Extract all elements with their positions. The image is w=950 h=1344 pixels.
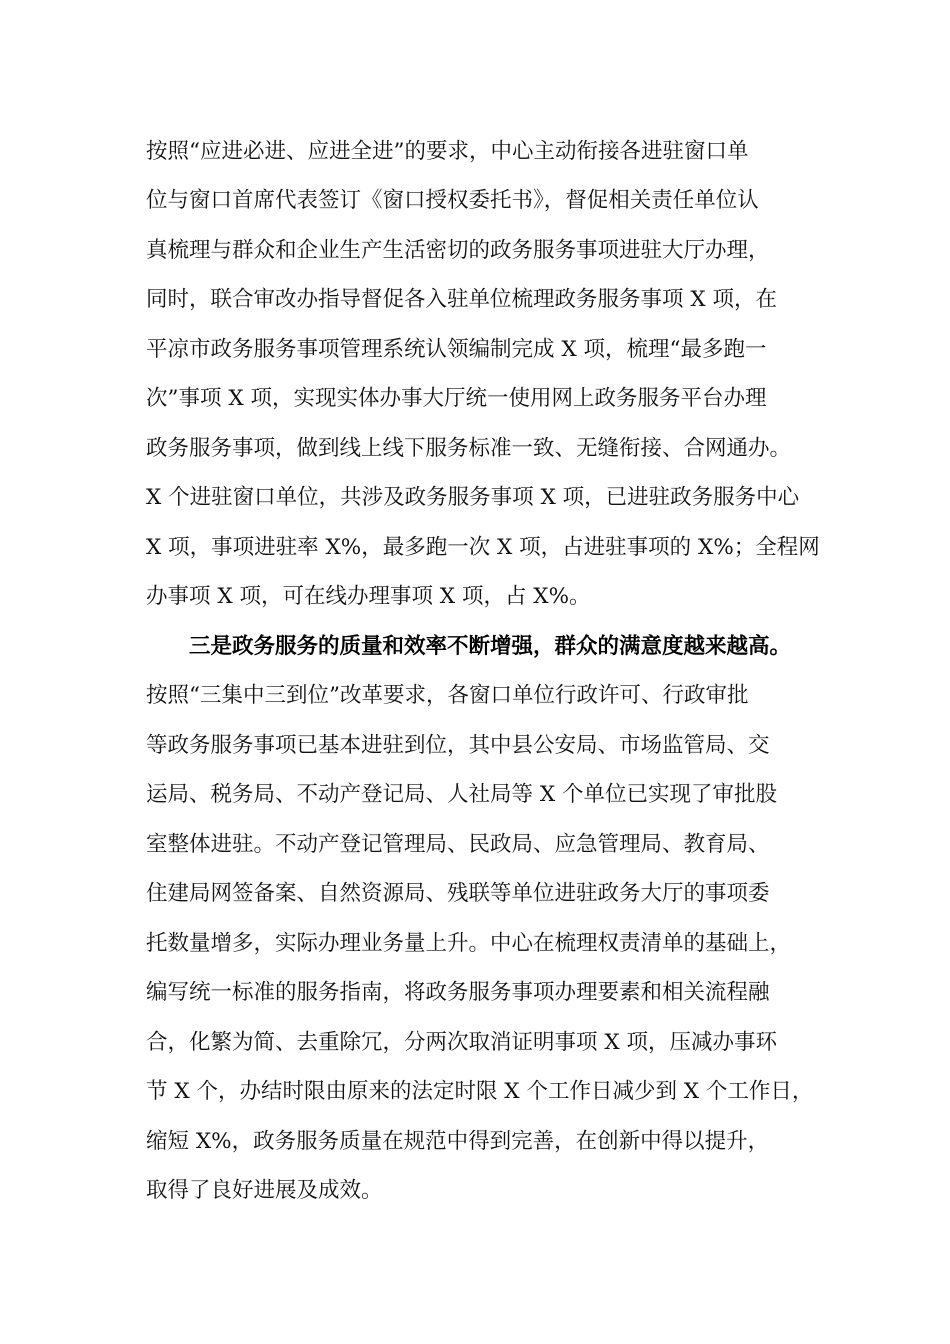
paragraph-1-line-3: 真梳理与群众和企业生产生活密切的政务服务事项进驻大厅办理， (146, 238, 770, 263)
section-heading-3: 三是政务服务的质量和效率不断增强，群众的满意度越来越高。 (189, 634, 792, 659)
paragraph-1-line-5: 平凉市政务服务事项管理系统认领编制完成 X 项，梳理“最多跑一 (146, 337, 767, 362)
paragraph-1-line-2: 位与窗口首席代表签订《窗口授权委托书》，督促相关责任单位认 (146, 188, 759, 213)
paragraph-2-line-1: 按照“三集中三到位”改革要求，各窗口单位行政许可、行政审批 (146, 683, 749, 708)
paragraph-2-line-5: 住建局网签备案、自然资源局、残联等单位进驻政务大厅的事项委 (146, 881, 770, 906)
paragraph-2-line-11: 取得了良好进展及成效。 (146, 1178, 383, 1203)
paragraph-2-line-4: 室整体进驻。不动产登记管理局、民政局、应急管理局、教育局、 (146, 832, 770, 857)
paragraph-1-line-10: 办事项 X 项，可在线办理事项 X 项，占 X%。 (146, 584, 591, 609)
paragraph-2-line-10: 缩短 X%，政务服务质量在规范中得到完善，在创新中得以提升， (146, 1129, 770, 1154)
paragraph-1-line-8: X 个进驻窗口单位，共涉及政务服务事项 X 项，已进驻政务服务中心 (146, 485, 800, 510)
paragraph-2-line-2: 等政务服务事项已基本进驻到位，其中县公安局、市场监管局、交 (146, 733, 770, 758)
paragraph-1-line-7: 政务服务事项，做到线上线下服务标准一致、无缝衔接、合网通办。 (146, 436, 792, 461)
paragraph-2-line-6: 托数量增多，实际办理业务量上升。中心在梳理权责清单的基础上， (146, 931, 792, 956)
paragraph-1-line-1: 按照“应进必进、应进全进”的要求，中心主动衔接各进驻窗口单 (146, 139, 749, 164)
paragraph-2-line-3: 运局、税务局、不动产登记局、人社局等 X 个单位已实现了审批股 (146, 782, 777, 807)
paragraph-2-line-9: 节 X 个，办结时限由原来的法定时限 X 个工作日减少到 X 个工作日， (146, 1079, 814, 1104)
paragraph-1-line-9: X 项，事项进驻率 X%，最多跑一次 X 项，占进驻事项的 X%；全程网 (146, 535, 820, 560)
paragraph-1-line-4: 同时，联合审改办指导督促各入驻单位梳理政务服务事项 X 项，在 (146, 287, 777, 312)
paragraph-2-line-8: 合，化繁为简、去重除冗，分两次取消证明事项 X 项，压减办事环 (146, 1030, 777, 1055)
paragraph-1-line-6: 次”事项 X 项，实现实体办事大厅统一使用网上政务服务平台办理 (146, 386, 767, 411)
paragraph-2-line-7: 编写统一标准的服务指南，将政务服务事项办理要素和相关流程融 (146, 980, 770, 1005)
